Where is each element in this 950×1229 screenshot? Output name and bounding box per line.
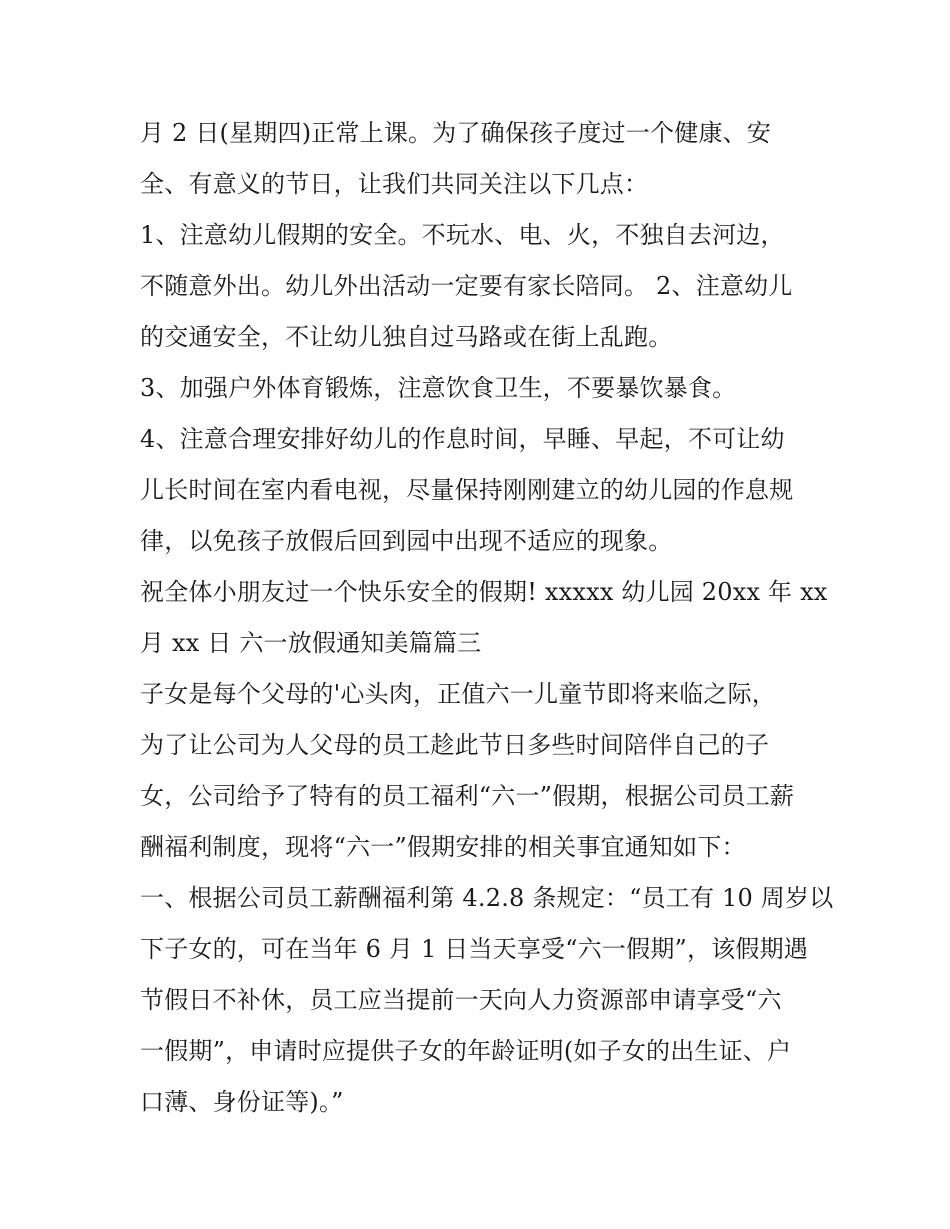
text-line-19: 一假期”，申请时应提供子女的年龄证明(如子女的出生证、户: [140, 1037, 792, 1065]
text-line-4: 不随意外出。幼儿外出活动一定要有家长陪同。 2、注意幼儿: [140, 272, 793, 300]
text-line-10: 祝全体小朋友过一个快乐安全的假期! xxxxx 幼儿园 20xx 年 xx: [140, 578, 828, 606]
text-line-17: 下子女的，可在当年 6 月 1 日当天享受“六一假期”，该假期遇: [140, 935, 808, 963]
text-line-3: 1、注意幼儿假期的安全。不玩水、电、火，不独自去河边，: [140, 221, 785, 249]
text-line-14: 女，公司给予了特有的员工福利“六一”假期，根据公司员工薪: [140, 782, 795, 810]
text-line-11: 月 xx 日 六一放假通知美篇篇三: [140, 629, 482, 657]
text-line-16: 一、根据公司员工薪酬福利第 4.2.8 条规定：“员工有 10 周岁以: [140, 884, 834, 912]
text-line-12: 子女是每个父母的'心头肉，正值六一儿童节即将来临之际，: [140, 680, 776, 708]
text-line-9: 律，以免孩子放假后回到园中出现不适应的现象。: [140, 527, 673, 555]
text-line-5: 的交通安全，不让幼儿独自过马路或在街上乱跑。: [140, 323, 673, 351]
text-line-15: 酬福利制度，现将“六一”假期安排的相关事宜通知如下：: [140, 833, 746, 861]
text-line-8: 儿长时间在室内看电视，尽量保持刚刚建立的幼儿园的作息规: [140, 476, 794, 504]
text-line-7: 4、注意合理安排好幼儿的作息时间，早睡、早起，不可让幼: [140, 425, 785, 453]
text-line-20: 口薄、身份证等)。”: [140, 1088, 344, 1116]
text-line-18: 节假日不补休，员工应当提前一天向人力资源部申请享受“六: [140, 986, 782, 1014]
text-line-2: 全、有意义的节日，让我们共同关注以下几点：: [140, 170, 649, 198]
document-body: [140, 108, 834, 1128]
text-line-13: 为了让公司为人父母的员工趁此节日多些时间陪伴自己的子: [140, 731, 770, 759]
text-line-1: 月 2 日(星期四)正常上课。为了确保孩子度过一个健康、安: [140, 119, 772, 147]
text-line-6: 3、加强户外体育锻炼，注意饮食卫生，不要暴饮暴食。: [140, 374, 737, 402]
